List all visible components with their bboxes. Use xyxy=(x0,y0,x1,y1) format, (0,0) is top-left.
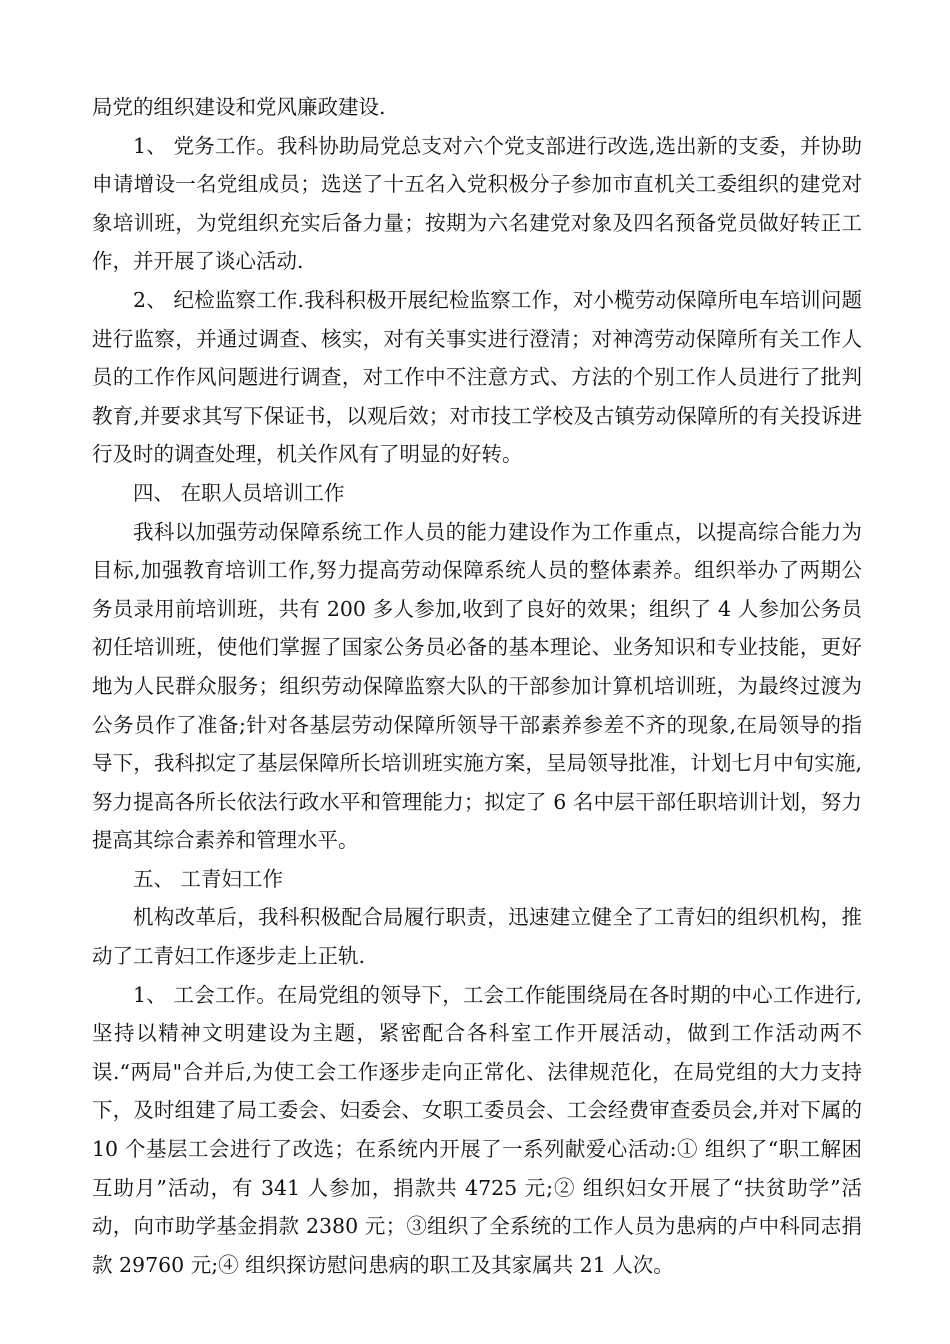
paragraph-union-work: 1、 工会工作。在局党组的领导下，工会工作能围绕局在各时期的中心工作进行,坚持以精神文明建设为主题，紧密配合各科室工作开展活动，做到工作活动两不误.“两局"合并后,为使工会工作逐步走向正常化、法律规范化，在局党组的大力支持下，及时组建了局工委会、妇委会、女职工委员会、工会经费审查委员会,并对下属的 10 个基层工会进行了改选；在系统内开展了一系列献爱心活动:① 组织了“职工解困互助月”活动，有 341 人参加，捐款共 4725 元;② 组织妇女开展了“扶贫助学”活动，向市助学基金捐款 2380 元；③组织了全系统的工作人员为患病的卢中科同志捐款 29760 元;④ 组织探访慰问患病的职工及其家属共 21 人次。 xyxy=(92,982,862,1277)
paragraph-party-affairs: 1、 党务工作。我科协助局党总支对六个党支部进行改选,选出新的支委，并协助申请增设一名党组成员；选送了十五名入党积极分子参加市直机关工委组织的建党对象培训班，为党组织充实后备力量；按期为六名建党对象及四名预备党员做好转正工作，并开展了谈心活动. xyxy=(92,133,862,274)
paragraph-institutional-reform: 机构改革后，我科积极配合局履行职责，迅速建立健全了工青妇的组织机构，推动了工青妇工作逐步走上正轨. xyxy=(92,905,862,969)
document-page xyxy=(92,88,862,1284)
paragraph-discipline-inspection: 2、 纪检监察工作.我科积极开展纪检监察工作，对小榄劳动保障所电车培训问题进行监察，并通过调查、核实，对有关事实进行澄清；对神湾劳动保障所有关工作人员的工作作风问题进行调查，对工作中不注意方式、方法的个别工作人员进行了批判教育,并要求其写下保证书，以观后效；对市技工学校及古镇劳动保障所的有关投诉进行及时的调查处理，机关作风有了明显的好转。 xyxy=(92,287,862,467)
paragraph-training: 我科以加强劳动保障系统工作人员的能力建设作为工作重点，以提高综合能力为目标,加强教育培训工作,努力提高劳动保障系统人员的整体素养。组织举办了两期公务员录用前培训班，共有 200 多人参加,收到了良好的效果；组织了 4 人参加公务员初任培训班，使他们掌握了国家公务员必备的基本理论、业务知识和专业技能，更好地为人民群众服务；组织劳动保障监察大队的干部参加计算机培训班，为最终过渡为公务员作了准备;针对各基层劳动保障所领导干部素养参差不齐的现象,在局领导的指导下，我科拟定了基层保障所长培训班实施方案，呈局领导批准，计划七月中旬实施,努力提高各所长依法行政水平和管理能力；拟定了 6 名中层干部任职培训计划，努力提高其综合素养和管理水平。 xyxy=(92,519,862,853)
paragraph-continuation: 局党的组织建设和党风廉政建设. xyxy=(92,95,386,119)
section-heading-union-youth-women: 五、 工青妇工作 xyxy=(133,866,284,891)
section-heading-training: 四、 在职人员培训工作 xyxy=(133,480,345,505)
